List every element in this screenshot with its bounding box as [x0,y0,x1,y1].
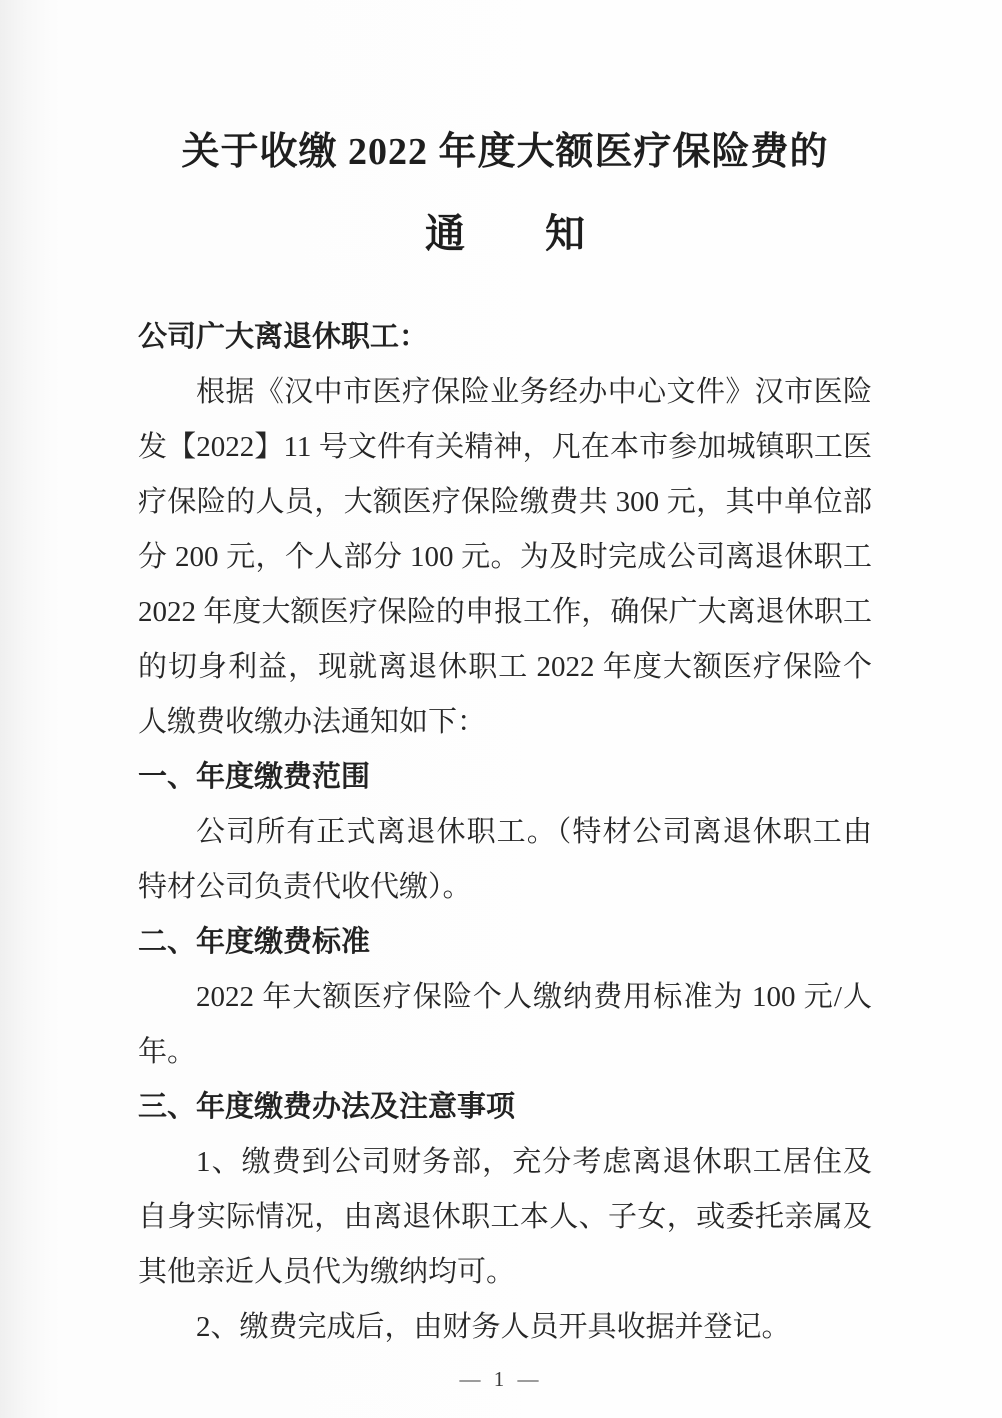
section-heading-2: 二、年度缴费标准 [138,925,371,958]
document-title-line2: 通 知 [425,210,585,256]
salutation: 公司广大离退休职工： [138,320,429,353]
document-body [138,310,872,1355]
paragraph-standard: 2022 年大额医疗保险个人缴纳费用标准为 100 元/人年。 [138,980,872,1068]
paragraph-method-2: 2、缴费完成后，由财务人员开具收据并登记。 [196,1310,791,1343]
document-title-line1: 关于收缴 2022 年度大额医疗保险费的 [181,131,829,173]
paragraph-scope: 公司所有正式离退休职工。（特材公司离退休职工由特材公司负责代收代缴）。 [138,815,872,903]
page-number: — 1 — [459,1367,543,1391]
section-heading-1: 一、年度缴费范围 [138,760,371,793]
section-heading-3: 三、年度缴费办法及注意事项 [138,1090,516,1123]
paragraph-method-1: 1、缴费到公司财务部，充分考虑离退休职工居住及自身实际情况，由离退休职工本人、子女，或委托亲属及其他亲近人员代为缴纳均可。 [138,1145,872,1288]
paragraph-intro: 根据《汉中市医疗保险业务经办中心文件》汉市医险发【2022】11 号文件有关精神，凡在本市参加城镇职工医疗保险的人员，大额医疗保险缴费共 300 元，其中单位部分 200 元，个人部分 100 元。为及时完成公司离退休职工 2022 年度大额医疗保险的申报工作，确保广大离退休职工的切身利益，现就离退休职工 2022 年度大额医疗保险个人缴费收缴办法通知如下： [138,375,872,738]
